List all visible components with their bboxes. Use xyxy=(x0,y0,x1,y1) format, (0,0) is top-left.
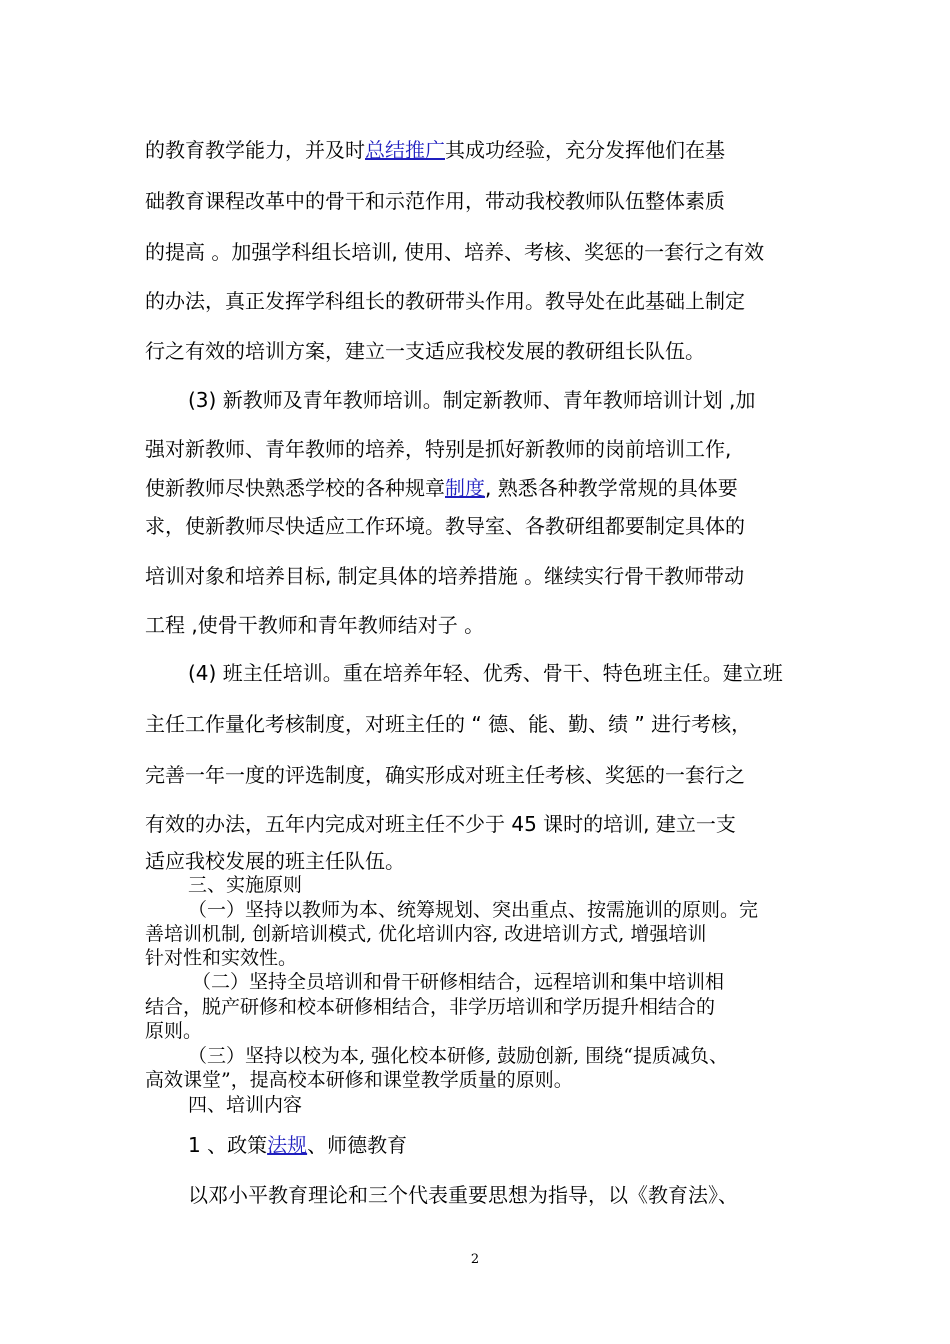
text-line: 的办法，真正发挥学科组长的教研带头作用。教导处在此基础上制定 xyxy=(145,289,745,313)
text-line: 针对性和实效性。 xyxy=(145,947,298,969)
link-summary-promotion[interactable]: 总结推广 xyxy=(365,138,445,162)
text-line: 主任工作量化考核制度，对班主任的 “ 德、能、勤、绩 ” 进行考核， xyxy=(145,712,752,736)
text-line: 结合，脱产研修和校本研修相结合，非学历培训和学历提升相结合的 xyxy=(145,996,716,1018)
link-regulations[interactable]: 制度 xyxy=(445,476,485,500)
section-heading: 四、培训内容 xyxy=(188,1094,303,1116)
text-line: (4) 班主任培训。重在培养年轻、优秀、骨干、特色班主任。建立班 xyxy=(188,661,783,685)
text-line: 高效课堂”，提高校本研修和课堂教学质量的原则。 xyxy=(145,1069,573,1091)
text-line: 求，使新教师尽快适应工作环境。教导室、各教研组都要制定具体的 xyxy=(145,514,745,538)
text-line: 强对新教师、青年教师的培养，特别是抓好新教师的岗前培训工作, xyxy=(145,437,732,461)
text-line: 有效的办法，五年内完成对班主任不少于 45 课时的培训, 建立一支 xyxy=(145,812,736,836)
text-line: 的提高 。加强学科组长培训, 使用、培养、考核、奖惩的一套行之有效 xyxy=(145,240,765,264)
text-line: 培训对象和培养目标, 制定具体的培养措施 。继续实行骨干教师带动 xyxy=(145,564,745,588)
text-line: （一）坚持以教师为本、统筹规划、突出重点、按需施训的原则。完 xyxy=(188,899,759,921)
text-line: 原则。 xyxy=(145,1020,203,1042)
text-line: 使新教师尽快熟悉学校的各种规章制度, 熟悉各种教学常规的具体要 xyxy=(145,476,738,500)
text-line: 完善一年一度的评选制度，确实形成对班主任考核、奖惩的一套行之 xyxy=(145,763,745,787)
link-laws[interactable]: 法规 xyxy=(267,1133,308,1157)
page-number: 2 xyxy=(470,1252,480,1267)
text-line: 适应我校发展的班主任队伍。 xyxy=(145,849,405,873)
text-line: 工程 ,使骨干教师和青年教师结对子 。 xyxy=(145,613,485,637)
text-line: （三）坚持以校为本, 强化校本研修, 鼓励创新, 围绕“提质减负、 xyxy=(188,1045,728,1067)
text-line: (3) 新教师及青年教师培训。制定新教师、青年教师培训计划 ,加 xyxy=(188,388,756,412)
text-line: 的教育教学能力，并及时总结推广其成功经验，充分发挥他们在基 xyxy=(145,138,725,162)
section-heading: 三、实施原则 xyxy=(188,874,303,896)
list-item: 1 、政策法规、师德教育 xyxy=(188,1133,408,1157)
text-line: 以邓小平教育理论和三个代表重要思想为指导，以《教育法》、 xyxy=(188,1183,738,1207)
text-line: 善培训机制, 创新培训模式, 优化培训内容, 改进培训方式, 增强培训 xyxy=(145,923,707,945)
text-line: 行之有效的培训方案，建立一支适应我校发展的教研组长队伍。 xyxy=(145,339,705,363)
text-line: 础教育课程改革中的骨干和示范作用，带动我校教师队伍整体素质 xyxy=(145,189,725,213)
text-line: （二）坚持全员培训和骨干研修相结合，远程培训和集中培训相 xyxy=(192,971,725,993)
